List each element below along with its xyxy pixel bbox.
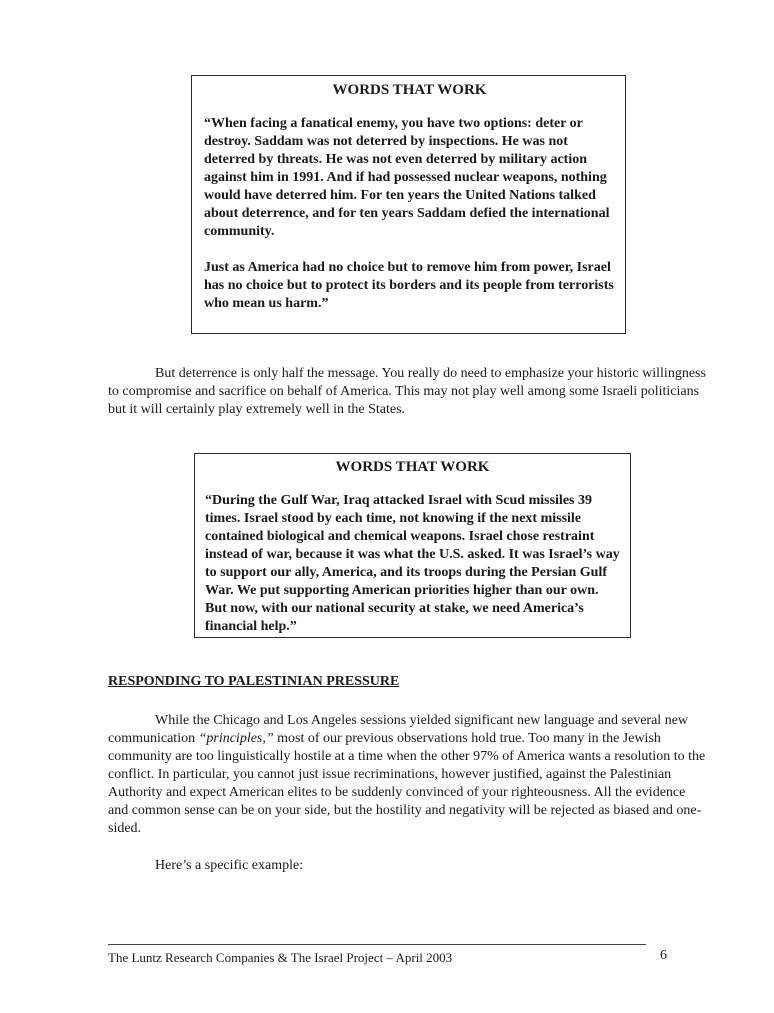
box-1-title: WORDS THAT WORK: [332, 82, 487, 98]
words-that-work-box-2: [194, 453, 631, 638]
box-2-title: WORDS THAT WORK: [335, 459, 490, 475]
paragraph-2-after: most of our previous observations hold true. Too many in the Jewish community are too linguistically hostile at a time when the other 97% of America wants a resolution to the conflict. In particular, you cannot just issue recriminations, however justified, against the Palestinian Authority and expect American elites to be suddenly convinced of your righteousness. All the evidence and common sense can be on your side, but the hostility and negativity will be rejected as biased and one-sided.: [108, 731, 706, 836]
box-1-paragraph-1: “When facing a fanatical enemy, you have two options: deter or destroy. Saddam was not deterred by inspections. He was not deterred by threats. He was not even deterred by military action against him in 1991. And if had possessed nuclear weapons, nothing would have deterred him. For ten years the United Nations talked about deterrence, and for ten years Saddam defied the international community.: [204, 116, 610, 239]
body-paragraph-palestinian-pressure: [108, 712, 708, 838]
footer-divider: [108, 944, 646, 945]
box-2-paragraph: “During the Gulf War, Iraq attacked Israel with Scud missiles 39 times. Israel stood by each time, not knowing if the next missile contained biological and chemical weapons. Israel chose restraint instead of war, because it was what the U.S. asked. It was Israel’s way to support our ally, America, and its troops during the Persian Gulf War. We put supporting American priorities higher than our own. But now, with our national security at stake, we need America’s financial help.”: [205, 493, 620, 634]
footer-text: The Luntz Research Companies & The Israel Project – April 2003: [108, 950, 453, 965]
body-paragraph-example: Here’s a specific example:: [155, 858, 304, 873]
body-paragraph-deterrence: But deterrence is only half the message. You really do need to emphasize your historic willingness to compromise and sacrifice on behalf of America. This may not play well among some Israeli politicians but it will certainly play extremely well in the States.: [108, 366, 706, 417]
page-number: 6: [660, 948, 667, 963]
section-heading: RESPONDING TO PALESTINIAN PRESSURE: [108, 674, 400, 689]
paragraph-2-emphasis: “principles,”: [198, 731, 274, 746]
box-1-paragraph-2: Just as America had no choice but to remove him from power, Israel has no choice but to protect its borders and its people from terrorists who mean us harm.”: [204, 260, 614, 311]
paragraph-2-before: While the Chicago and Los Angeles sessions yielded significant new language and several new communication: [108, 713, 689, 746]
words-that-work-box-1: [191, 75, 626, 334]
